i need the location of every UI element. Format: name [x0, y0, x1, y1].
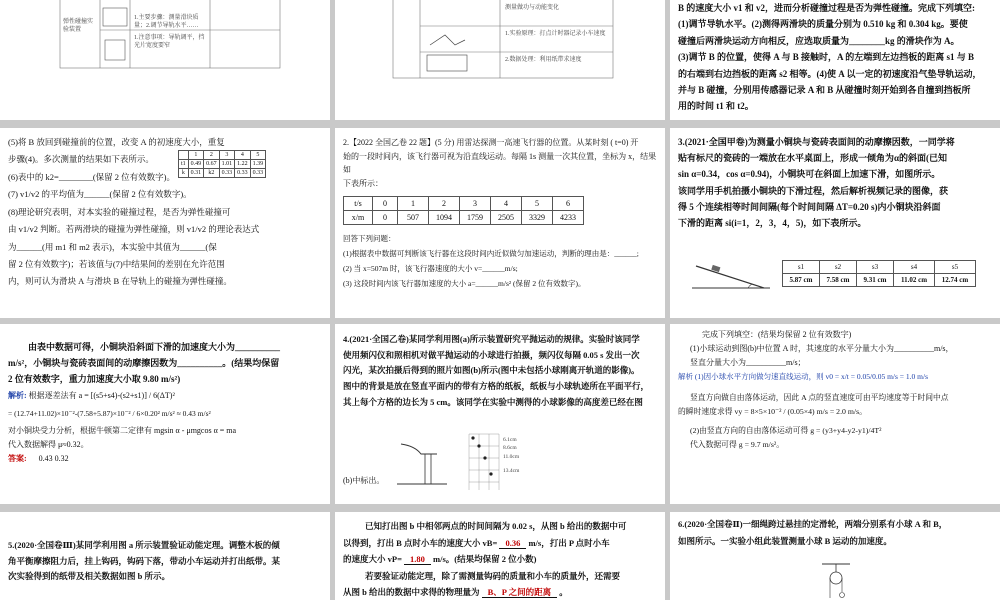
slide-6-line-4: 该同学用手机拍摄小铜块的下滑过程，然后解析视频记录的图像，获: [678, 185, 949, 196]
slide-4-data-table: [178, 150, 266, 178]
fig-label: 11.0cm: [503, 453, 520, 460]
slide-5-line-2: 始的一段时间内，该飞行器可视为沿直线运动。每隔 1s 测量一次其位置，坐标为 x，结果如: [343, 151, 657, 175]
slide-2-cell-b: 1.实验原理：打点计时器记录小车速度: [505, 31, 606, 37]
table-cell: 0: [373, 197, 398, 211]
analysis-text: 根据逐差法有 a = [(s5+s4)-(s2+s1)] / 6(ΔT)²: [28, 391, 175, 401]
slide-6-data-table: [782, 260, 976, 287]
fig-label: 13.4cm: [503, 467, 520, 474]
slide-11-line-2-pre: 以得到，打出 B 点时小车的速度大小 vB=: [343, 537, 498, 548]
slide-11-line-2-post: m/s，打出 P 点时小车: [528, 537, 610, 548]
slide-11-line-3-pre: 的速度大小 vP=: [343, 554, 402, 565]
slide-2-table-figure: [335, 0, 665, 120]
slide-7-line-3: 2 位有效数字，重力加速度大小取 9.80 m/s²): [8, 373, 181, 384]
slide-4-line-1: (5)将 B 放回到碰撞前的位置，改变 A 的初速度大小，重复: [8, 137, 225, 147]
table-cell: 4233: [553, 211, 584, 225]
fig-label: 8.6cm: [503, 445, 517, 452]
table-cell: 1.39: [250, 160, 266, 169]
slide-9-line-3: (2)由竖直方向的自由落体运动可得 g = (y3+y4-y2-y1)/4T²: [690, 426, 882, 436]
table-cell: s3: [857, 261, 894, 274]
slide-8-line-3: 闪光，某次拍摄后得到的照片如图(b)所示(图中未包括小球刚离开轨道的影像)。: [343, 365, 640, 376]
table-cell: 2: [204, 151, 220, 160]
slide-11-line-3-post: m/s。(结果均保留 2 位小数): [433, 554, 537, 565]
slide-5-line-1: 2.【2022 全国乙卷 22 题】(5 分) 用雷达探测一高速飞行器的位置。从某时刻 ( t=0) 开: [343, 138, 639, 147]
table-cell: 0.67: [204, 160, 220, 169]
slide-11-line-1: 已知打出图 b 中相邻两点的时间间隔为 0.02 s，从图 b 给出的数据中可: [365, 521, 627, 531]
table-cell: 1759: [460, 211, 491, 225]
slide-5-q-1: (1)根据表中数据可判断该飞行器在这段时间内近似做匀加速运动，判断的理由是：______;: [343, 249, 639, 259]
table-cell: t/s: [344, 197, 373, 211]
table-cell: 2: [429, 197, 460, 211]
slide-3[interactable]: [670, 0, 1000, 120]
table-cell: 0.33: [219, 169, 235, 178]
table-cell: s4: [894, 261, 935, 274]
slide-6-line-5: 得 5 个连续相等时间间隔(每个时间间隔 ΔT=0.20 s)内小铜块沿斜面: [678, 201, 941, 212]
slide-3-line-4: (3)调节 B 的位置，使得 A 与 B 接触时，A 的左端到左边挡板的距离 s1 与 B: [678, 52, 975, 63]
slide-8-line-1: 4.(2021·全国乙卷)某同学利用图(a)所示装置研究平抛运动的规律。实验时该同学: [343, 334, 640, 344]
slide-3-line-1: B 的速度大小 v1 和 v2，进而分析碰撞过程是否为弹性碰撞。完成下列填空:: [678, 3, 976, 13]
table-cell: 1: [188, 151, 204, 160]
slide-6[interactable]: [670, 128, 1000, 318]
slide-2-cell-a: 测量做功与动能变化: [505, 5, 560, 11]
slide-4-line-6: 由 v1/v2 判断。若两滑块的碰撞为弹性碰撞，则 v1/v2 的理论表达式: [8, 224, 260, 235]
slide-11[interactable]: [335, 512, 665, 600]
slide-5-q-0: 回答下列问题：: [343, 234, 396, 244]
table-cell: 507: [398, 211, 429, 225]
table-cell: s1: [783, 261, 820, 274]
table-cell: 9.31 cm: [857, 274, 894, 287]
vb-answer: 0.36: [499, 538, 526, 549]
slide-1-cell-c: 1.注意事项：导轨调平，挡光片宽度要窄: [134, 35, 205, 50]
answer-values: 0.43 0.32: [38, 454, 69, 464]
slide-9-overlap: 解析 (1)因小球水平方向做匀速直线运动，则 v0 = x/t = 0.05/0.05 m/s = 1.0 m/s: [678, 372, 928, 381]
slide-2-cell-c: 2.数据处理：利用纸带求速度: [505, 57, 582, 63]
slide-4-line-9: 内，则可认为滑块 A 与滑块 B 在导轨上的碰撞为弹性碰撞。: [8, 276, 232, 287]
figure-height-labels: [503, 436, 519, 475]
slide-10-line-1: 5.(2020·全国卷Ⅲ)某同学利用图 a 所示装置验证动能定理。调整木板的倾: [8, 540, 280, 550]
slide-3-line-2: (1)调节导轨水平。(2)测得两滑块的质量分别为 0.510 kg 和 0.304 kg。要使: [678, 19, 968, 30]
slide-4[interactable]: [0, 128, 330, 318]
slide-12-line-1: 6.(2020·全国卷Ⅱ)一细绳跨过悬挂的定滑轮，两端分别系有小球 A 和 B，: [678, 519, 948, 529]
table-cell: k2: [204, 169, 220, 178]
slide-6-line-3: sin α=0.34，cos α=0.94)，小铜块可在斜面上加速下滑，如图所示。: [678, 169, 941, 180]
table-cell: 1094: [429, 211, 460, 225]
slide-8-line-5: 其上每个方格的边长为 5 cm。该同学在实验中测得的小球影像的高度差已经在图: [343, 396, 643, 407]
slide-5-line-3: 下表所示：: [343, 178, 383, 188]
slide-10-line-2: 角平衡摩擦阻力后，挂上钩码，钩码下落，带动小车运动并打出纸带。某: [8, 555, 281, 566]
slide-4-line-2: 步骤(4)。多次测量的结果如下表所示。: [8, 154, 154, 165]
slide-10[interactable]: [0, 512, 330, 600]
slide-1-cell-b: 1.主要步骤：测量滑块质量；2.调节导轨水平……: [134, 15, 199, 30]
table-cell: s5: [935, 261, 976, 274]
analysis-label: 解析:: [8, 391, 27, 401]
slide-9-line-2: 的瞬时速度求得 vy = 8×5×10⁻² / (0.05×4) m/s = 2.0 m/s。: [678, 406, 867, 416]
analysis-formula: = (12.74+11.02)×10⁻²-(7.58+5.87)×10⁻² / 6×0.20² m/s² ≈ 0.43 m/s²: [8, 409, 211, 419]
slide-8-line-4: 图中的背景是放在竖直平面内的带有方格的纸板，纸板与小球轨迹所在平面平行，: [343, 381, 650, 392]
table-cell: k: [179, 169, 189, 178]
table-cell: 12.74 cm: [935, 274, 976, 287]
table-cell: 5: [522, 197, 553, 211]
table-cell: 1.22: [235, 160, 251, 169]
slide-11-line-5-pre: 从图 b 给出的数据中求得的物理量为: [343, 587, 480, 598]
slide-11-line-4: 若要验证动能定理，除了需测量钩码的质量和小车的质量外，还需要: [365, 570, 621, 581]
table-cell: 3: [219, 151, 235, 160]
slide-7-line-1: 由表中数据可得，小铜块沿斜面下滑的加速度大小为__________: [28, 342, 281, 352]
slide-6-line-6: 下滑的距离 si(i=1，2，3，4，5)，如下表所示。: [678, 217, 867, 228]
slide-9-q1: (1)小球运动到图(b)中位置 A 时，其速度的水平分量大小为__________m/s，: [690, 344, 954, 353]
slide-9-head: 完成下列填空：(结果均保留 2 位有效数字): [702, 330, 852, 339]
incline-figure: [692, 256, 772, 296]
slide-1-cell-a: 弹性碰撞实验装置: [63, 19, 94, 34]
table-cell: 6: [553, 197, 584, 211]
table-cell: 0.31: [188, 169, 204, 178]
slide-4-line-4: (7) v1/v2 的平均值为______(保留 2 位有效数字)。: [8, 189, 192, 200]
table-cell: 4: [235, 151, 251, 160]
table-cell: 0.49: [188, 160, 204, 169]
slide-8-tail: (b)中标出。: [343, 476, 385, 485]
slide-8-line-2: 使用频闪仪和照相机对做平抛运动的小球进行拍摄，频闪仪每隔 0.05 s 发出一次: [343, 349, 640, 360]
table-cell: 5: [250, 151, 266, 160]
slide-7-line-2: m/s²，小铜块与瓷砖表面间的动摩擦因数为__________。(结果均保留: [8, 357, 280, 368]
slide-1[interactable]: [0, 0, 330, 120]
slide-12-line-2: 如图所示。一实验小组此装置测量小球 B 运动的加速度。: [678, 535, 892, 546]
table-cell: x/m: [344, 211, 373, 225]
table-cell: s2: [820, 261, 857, 274]
answer-label: 答案:: [8, 454, 27, 464]
slide-5-q-3: (3) 这段时间内该飞行器加速度的大小 a=______m/s² (保留 2 位有效数字)。: [343, 279, 586, 289]
table-cell: 1: [398, 197, 429, 211]
table-cell: t1: [179, 160, 189, 169]
analysis-line-1: 对小铜块受力分析，根据牛顿第二定律有 mgsin α - μmgcos α = ma: [8, 426, 237, 436]
pulley-figure: [816, 562, 856, 600]
slide-4-line-7: 为______(用 m1 和 m2 表示)，本实验中其值为______(保: [8, 241, 217, 252]
table-cell: 5.87 cm: [783, 274, 820, 287]
slide-3-line-3: 碰撞后两滑块运动方向相反，应选取质量为________kg 的滑块作为 A。: [678, 35, 960, 46]
analysis-line-2: 代入数据解得 μ≈0.32。: [8, 440, 89, 450]
slide-10-line-3: 次实验得到的纸带及相关数据如图 b 所示。: [8, 571, 170, 582]
slide-3-line-7: 用的时间 t1 和 t2。: [678, 101, 754, 112]
table-cell: 4: [491, 197, 522, 211]
table-cell: 2505: [491, 211, 522, 225]
table-cell: 0.33: [235, 169, 251, 178]
table-cell: [179, 151, 189, 160]
projectile-figure: [397, 432, 547, 492]
slide-9-q1b: 竖直分量大小为__________m/s；: [690, 358, 806, 367]
slide-5-data-table: [343, 196, 584, 225]
slide-2[interactable]: [335, 0, 665, 120]
slide-9-line-4: 代入数据可得 g = 9.7 m/s²。: [690, 440, 785, 450]
table-cell: 11.02 cm: [894, 274, 935, 287]
slide-12[interactable]: [670, 512, 1000, 600]
table-cell: 3: [460, 197, 491, 211]
slide-11-line-5-post: 。: [559, 587, 568, 598]
slide-3-line-5: 的右端到右边挡板的距离 s2 相等。(4)使 A 以一定的初速度沿气垫导轨运动，: [678, 68, 982, 79]
table-cell: 3329: [522, 211, 553, 225]
table-cell: 0.33: [250, 169, 266, 178]
slide-9[interactable]: [670, 324, 1000, 504]
slide-9-line-1: 竖直方向做自由落体运动，因此 A 点的竖直速度可由平均速度等于时间中点: [690, 393, 949, 403]
table-cell: 0: [373, 211, 398, 225]
slide-4-line-3: (6)表中的 k2=________(保留 2 位有效数字)。: [8, 171, 175, 182]
slide-6-line-2: 贴有标尺的瓷砖的一端放在水平桌面上，形成一倾角为α的斜面(已知: [678, 153, 948, 164]
quantity-answer: B、P 之间的距离: [482, 587, 558, 598]
slide-8[interactable]: [335, 324, 665, 504]
slide-7[interactable]: [0, 324, 330, 504]
table-cell: 1.01: [219, 160, 235, 169]
slide-4-line-5: (8)理论研究表明，对本实验的碰撞过程，是否为弹性碰撞可: [8, 206, 231, 217]
slide-4-line-8: 留 2 位有效数字)；若该值与(7)中结果间的差别在允许范围: [8, 258, 225, 269]
slide-5-q-2: (2) 当 x=507m 时，该飞行器速度的大小 v=______m/s;: [343, 264, 518, 274]
fig-label: 6.1cm: [503, 437, 517, 443]
table-cell: 7.58 cm: [820, 274, 857, 287]
slide-6-line-1: 3.(2021·全国甲卷)为测量小铜块与瓷砖表面间的动摩擦因数，一同学将: [678, 137, 955, 147]
vp-answer: 1.80: [404, 554, 431, 565]
slide-5[interactable]: [335, 128, 665, 318]
slide-3-line-6: 并与 B 碰撞，分别用传感器记录 A 和 B 从碰撞时刻开始到各自撞到挡板所: [678, 84, 971, 95]
